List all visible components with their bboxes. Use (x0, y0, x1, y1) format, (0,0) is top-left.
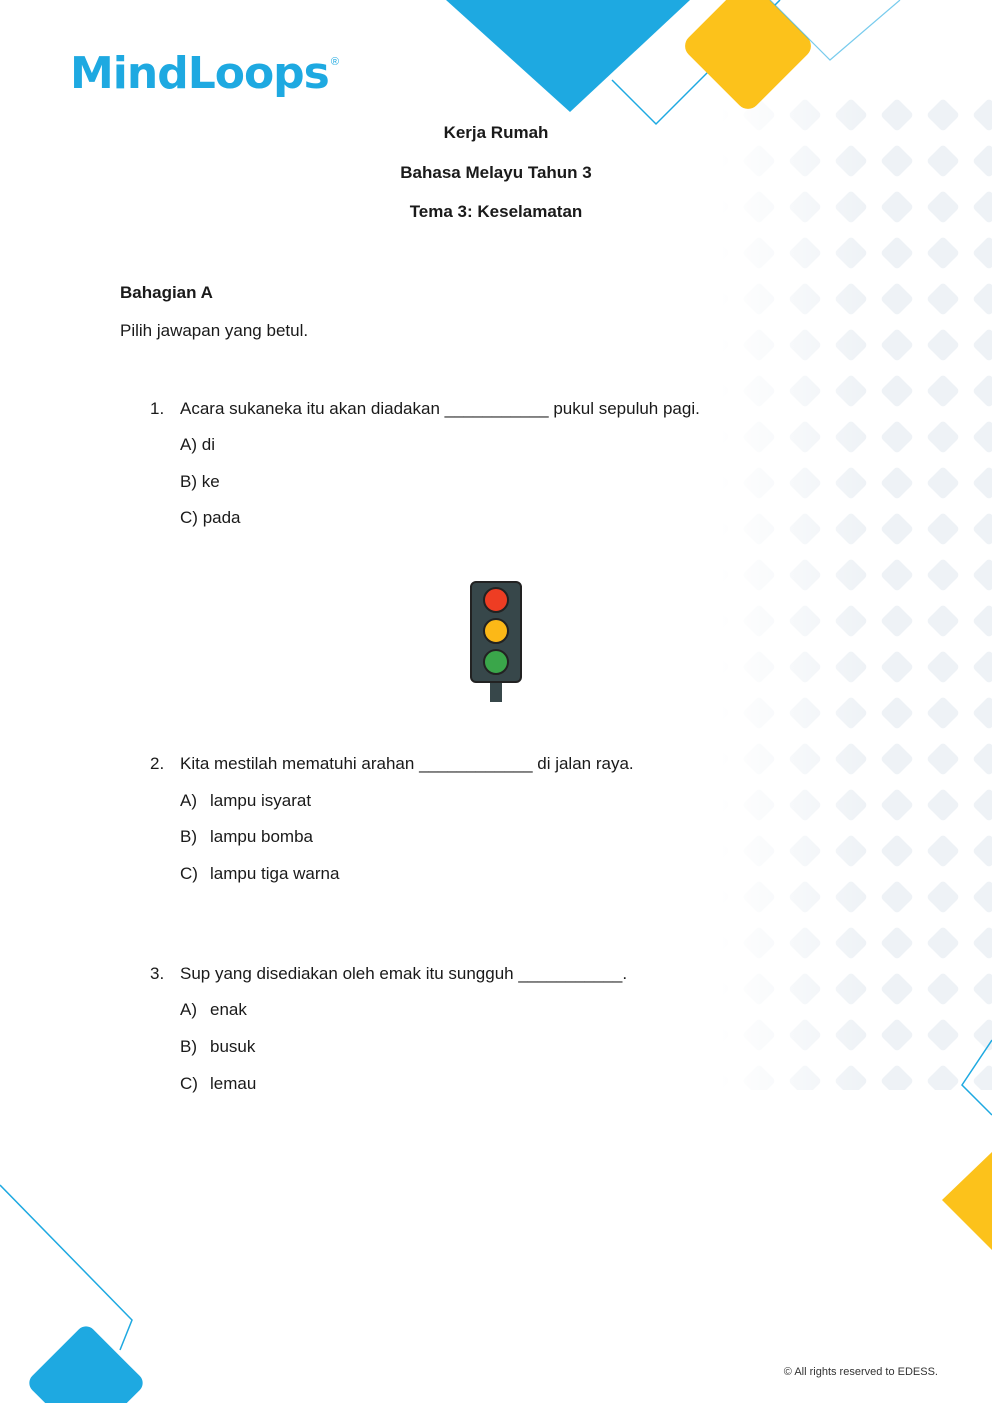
question-1-option-c[interactable] (180, 508, 241, 528)
option-letter: B) (180, 1037, 197, 1056)
traffic-light-icon (469, 580, 523, 702)
question-text: Kita mestilah mematuhi arahan ____________ di jalan raya. (180, 754, 634, 773)
option-text: lampu isyarat (210, 791, 312, 810)
option-text: lampu tiga warna (210, 864, 340, 883)
mindloops-logo (70, 48, 339, 99)
option-letter: C) (180, 508, 198, 527)
question-1-option-b[interactable] (180, 472, 220, 492)
logo-text: MindLoops (70, 48, 329, 99)
option-text: lemau (210, 1074, 257, 1093)
section-instruction: Pilih jawapan yang betul. (120, 321, 309, 340)
worksheet-theme: Tema 3: Keselamatan (409, 202, 583, 221)
question-2-option-b[interactable] (180, 827, 313, 847)
question-3 (150, 964, 627, 984)
question-3-option-c[interactable] (180, 1074, 256, 1094)
option-letter: B) (180, 472, 197, 491)
option-letter: A) (180, 791, 197, 810)
option-text: pada (202, 508, 241, 527)
question-text: Sup yang disediakan oleh emak itu sungguh ___________. (180, 964, 628, 983)
option-letter: C) (180, 1074, 198, 1093)
option-letter: B) (180, 827, 197, 846)
option-letter: C) (180, 864, 198, 883)
option-letter: A) (180, 1000, 197, 1019)
question-number: 3. (150, 964, 165, 983)
question-2-option-a[interactable] (180, 791, 311, 811)
question-text: Acara sukaneka itu akan diadakan ___________ pukul sepuluh pagi. (180, 399, 700, 418)
option-text: di (201, 435, 215, 454)
option-text: ke (201, 472, 220, 491)
option-letter: A) (180, 435, 197, 454)
option-text: enak (210, 1000, 247, 1019)
copyright-footer: © All rights reserved to EDESS. (783, 1366, 938, 1378)
worksheet-subject: Bahasa Melayu Tahun 3 (400, 163, 592, 182)
worksheet-title: Kerja Rumah (443, 123, 549, 142)
question-3-option-b[interactable] (180, 1037, 255, 1057)
question-number: 2. (150, 754, 165, 773)
question-number: 1. (150, 399, 165, 418)
option-text: busuk (210, 1037, 256, 1056)
section-title: Bahagian A (120, 283, 213, 302)
registered-mark: ® (330, 56, 339, 68)
question-3-option-a[interactable] (180, 1000, 247, 1020)
question-1 (150, 399, 700, 419)
question-2-option-c[interactable] (180, 864, 339, 884)
question-1-option-a[interactable] (180, 435, 215, 455)
question-2 (150, 754, 634, 774)
option-text: lampu bomba (210, 827, 314, 846)
